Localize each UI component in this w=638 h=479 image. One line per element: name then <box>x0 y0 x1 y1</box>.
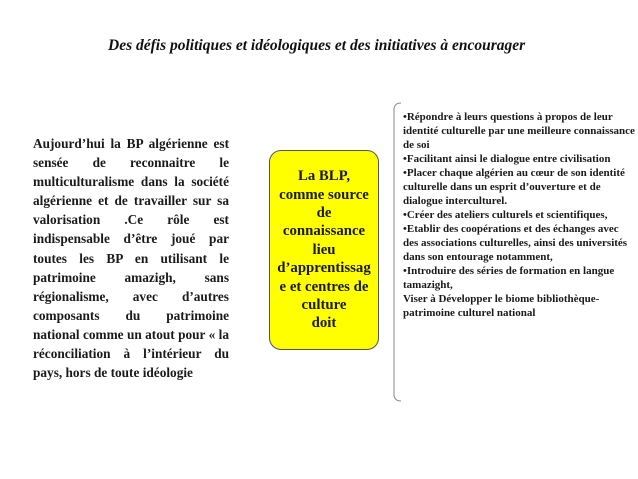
list-item: •Etablir des coopérations et des échanges avec des associations culturelles, ainsi des universités dans son entourage notamment, <box>403 223 628 263</box>
list-item: •Introduire des séries de formation en langue tamazight, <box>403 265 615 291</box>
list-item: •Facilitant ainsi le dialogue entre civilisation <box>403 153 611 165</box>
left-paragraph: Aujourd’hui la BP algérienne est sensée de reconnaitre le multiculturalisme dans la société algérienne et de travailler sur sa valorisation .Ce rôle est indispensable d’être joué par toutes les BP en utilisant le patrimoine amazigh, sans régionalisme, avec d’autres composants du patrimoine national comme un atout pour « la réconciliation à l’intérieur du pays, hors de toute idéologie <box>33 136 229 381</box>
right-bracket <box>392 102 402 402</box>
center-box-text: La BLP, comme source de connaissance lieu d’apprentissag e et centres de culture doit <box>277 168 371 332</box>
center-highlight-box <box>269 150 379 350</box>
initiatives-list <box>403 110 635 320</box>
list-item: •Répondre à leurs questions à propos de leur identité culturelle par une meilleure connaissance de soi <box>403 111 635 151</box>
list-item: •Placer chaque algérien au cœur de son identité culturelle dans un esprit d’ouverture et de dialogue interculturel. <box>403 167 625 207</box>
list-item: Viser à Développer le biome bibliothèque- patrimoine culturel national <box>403 293 600 319</box>
slide-title: Des défis politiques et idéologiques et des initiatives à encourager <box>108 37 526 54</box>
list-item: •Créer des ateliers culturels et scientifiques, <box>403 209 608 221</box>
